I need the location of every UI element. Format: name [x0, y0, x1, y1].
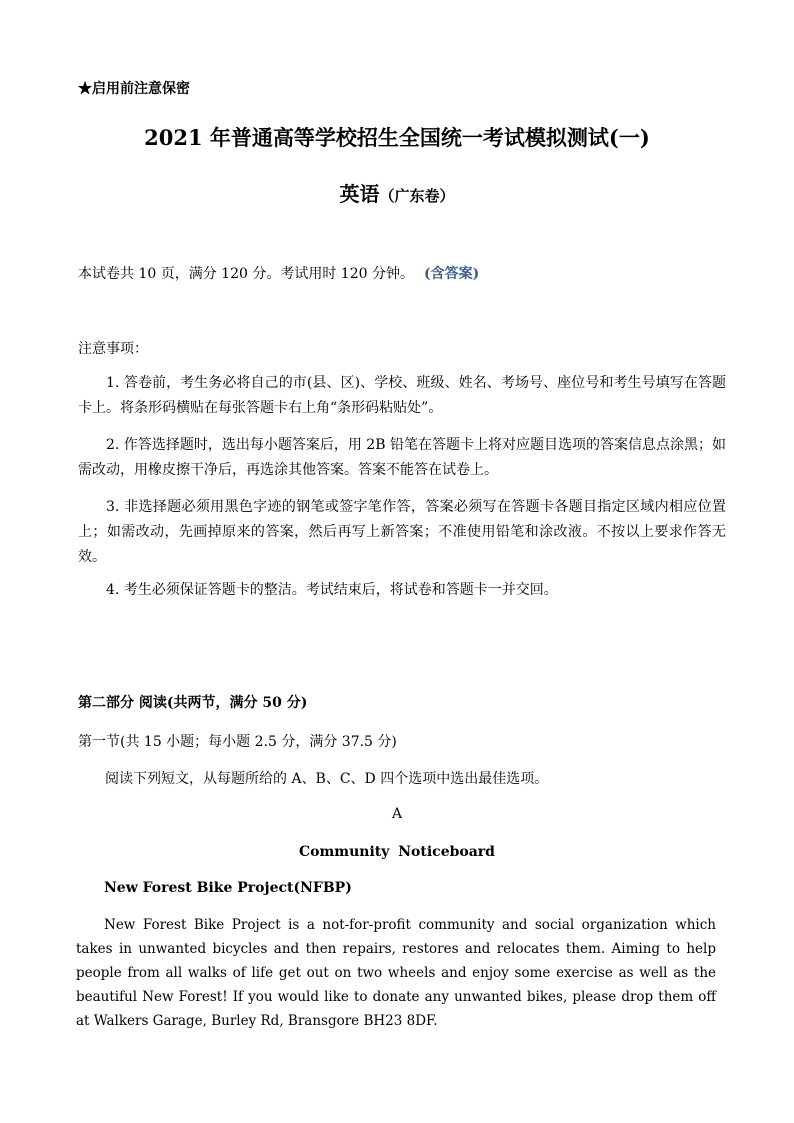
note-item-3: 3. 非选择题必须用黑色字迹的钢笔或签字笔作答，答案必须写在答题卡各题目指定区域内相应位置上；如需改动，先画掉原来的答案，然后再写上新答案；不准使用铅笔和涂改液。不按以上要求作答无效。 — [78, 499, 726, 565]
subject-line — [0, 178, 794, 207]
section-heading: 第一节(共 15 小题；每小题 2.5 分，满分 37.5 分) — [78, 734, 397, 750]
subject-name: 英语 — [339, 182, 380, 206]
note-item-4: 4. 考生必须保证答题卡的整洁。考试结束后，将试卷和答题卡一并交回。 — [106, 582, 558, 598]
subject-edition: （广东卷） — [379, 187, 455, 205]
exam-info-text: 本试卷共 10 页，满分 120 分。考试用时 120 分钟。 — [78, 266, 414, 282]
project-title: New Forest Bike Project(NFBP) — [104, 880, 352, 896]
note-item-2: 2. 作答选择题时，选出每小题答案后，用 2B 铅笔在答题卡上将对应题目选项的答案信息点涂黑；如需改动，用橡皮擦干净后，再选涂其他答案。答案不能答在试卷上。 — [78, 437, 726, 478]
answer-tag: (含答案) — [423, 266, 480, 282]
notes-heading: 注意事项： — [78, 341, 148, 357]
reading-instruction: 阅读下列短文，从每题所给的 A、B、C、D 四个选项中选出最佳选项。 — [105, 771, 549, 787]
exam-title: 2021 年普通高等学校招生全国统一考试模拟测试(一) — [144, 125, 650, 150]
passage-letter: A — [391, 806, 403, 822]
part-heading: 第二部分 阅读(共两节，满分 50 分) — [78, 695, 308, 711]
note-item-1: 1. 答卷前，考生务必将自己的市(县、区)、学校、班级、姓名、考场号、座位号和考生号填写在答题卡上。将条形码横贴在每张答题卡右上角“条形码粘贴处”。 — [78, 375, 726, 416]
project-body: New Forest Bike Project is a not-for-profit community and social organization which takes in unwanted bicycles and then repairs, restores and relocates them. Aiming to help people from all walks of life get out on two wheels and enjoy some exercise as well as the beautiful New Forest! If you would like to donate any unwanted bikes, please drop them off at Walkers Garage, Burley Rd, Bransgore BH23 8DF. — [76, 917, 716, 1029]
noticeboard-title: Community Noticeboard — [299, 844, 495, 860]
confidential-notice: ★启用前注意保密 — [78, 81, 190, 97]
exam-info — [78, 263, 479, 283]
